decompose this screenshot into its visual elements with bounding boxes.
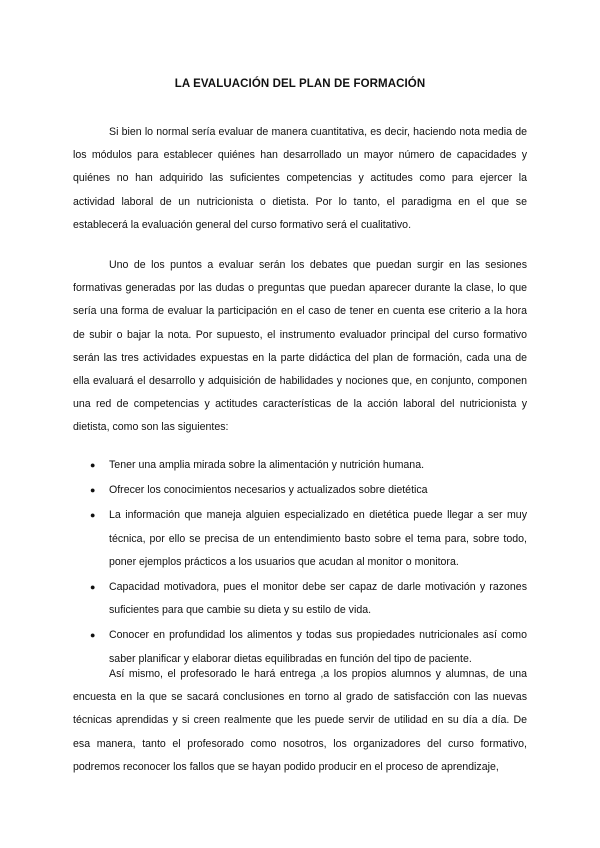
list-item-text: Tener una amplia mirada sobre la alimentación y nutrición humana.	[109, 459, 425, 471]
list-item	[73, 479, 527, 502]
bullet-icon: ●	[90, 630, 96, 641]
list-item-text: Ofrecer los conocimientos necesarios y actualizados sobre dietética	[109, 484, 428, 497]
bullet-icon: ●	[90, 582, 96, 593]
bullet-icon: ●	[90, 485, 96, 496]
paragraph-3: Así mismo, el profesorado le hará entrega ,a los propios alumnos y alumnas, de una encuesta en la que se sacará conclusiones en torno al grado de satisfacción con las nuevas técnicas aprendidas y si creen realmente que les puede servir de utilidad en su día a día. De esa manera, tanto el profesorado como nosotros, los organizadores del curso formativo, podremos reconocer los fallos que se hayan podido producir en el proceso de aprendizaje,	[73, 668, 527, 773]
document-title: LA EVALUACIÓN DEL PLAN DE FORMACIÓN	[174, 78, 426, 90]
list-item	[73, 576, 527, 622]
paragraph-1: Si bien lo normal sería evaluar de manera cuantitativa, es decir, haciendo nota media de los módulos para establecer quiénes han desarrollado un mayor número de capacidades y quiénes no han adquirido las suficientes competencias y actitudes como para ejercer la actividad laboral de un nutricionista o dietista. Por lo tanto, el paradigma en el que se establecerá la evaluación general del curso formativo será el cualitativo.	[73, 126, 527, 231]
list-item-text: Conocer en profundidad los alimentos y todas sus propiedades nutricionales así como saber planificar y elaborar dietas equilibradas en función del tipo de paciente.	[109, 629, 527, 665]
list-item-text: Capacidad motivadora, pues el monitor debe ser capaz de darle motivación y razones suficientes para que cambie su dieta y su estilo de vida.	[109, 581, 527, 617]
list-item-text: La información que maneja alguien especializado en dietética puede llegar a ser muy técnica, por ello se precisa de un entendimiento basto sobre el tema para, sobre todo, poner ejemplos prácticos a los usuarios que acudan al monitor o monitora.	[109, 509, 527, 568]
bullet-icon: ●	[90, 510, 96, 521]
competency-list	[73, 454, 527, 673]
list-item	[73, 504, 527, 574]
paragraph-2: Uno de los puntos a evaluar serán los debates que puedan surgir en las sesiones formativas generadas por las dudas o preguntas que puedan aparecer durante la clase, lo que sería una forma de evaluar la participación en el caso de tener en cuenta ese criterio a la hora de subir o bajar la nota. Por supuesto, el instrumento evaluador principal del curso formativo serán las tres actividades expuestas en la parte didáctica del plan de formación, cada una de ella evaluará el desarrollo y adquisición de habilidades y nociones que, en conjunto, componen una red de competencias y actitudes características de la acción laboral del nutricionista y dietista, como son las siguientes:	[73, 259, 527, 434]
list-item	[73, 454, 527, 477]
bullet-icon: ●	[90, 460, 96, 470]
